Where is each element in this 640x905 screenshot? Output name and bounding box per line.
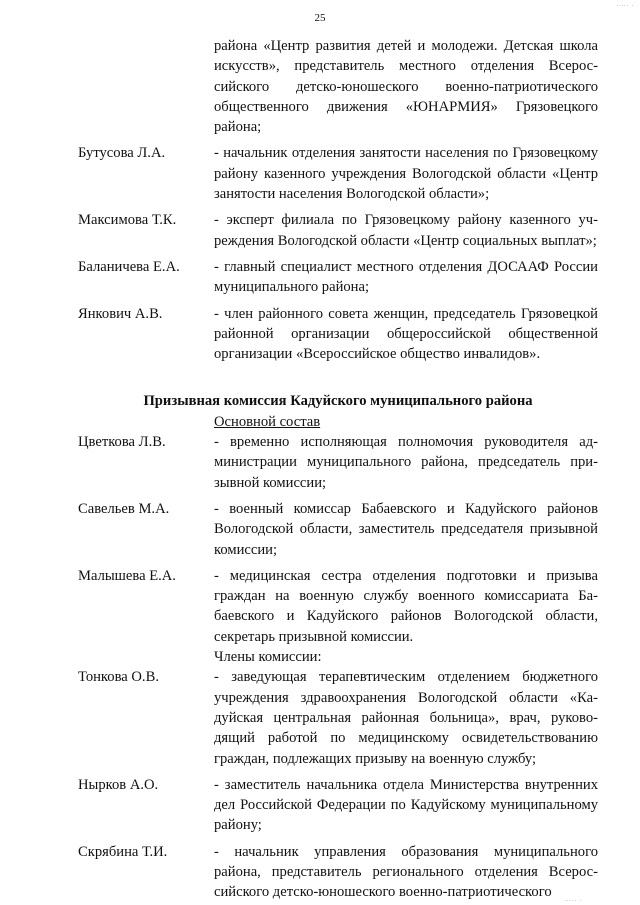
member-name: Янкович А.В. (78, 305, 163, 322)
member-description: - военный комиссар Бабаевского и Кадуйского районов Вологодской области, заместитель председателя призывной комиссии; (214, 500, 598, 558)
intro-text: районa «Центр развития детей и молодежи. Детская школа искусств», представитель местного отделения Всероссийского детско-юношеского военно-патриотического общественного движения «ЮНАРМИЯ» Грязовецкого района; (214, 38, 598, 136)
intro-name-spacer (78, 36, 214, 137)
main-composition-label (78, 412, 598, 432)
section-heading: Призывная комиссия Кадуйского муниципального района (143, 393, 533, 410)
corner-scan-mark-bottom: ..... . (564, 897, 582, 903)
member-name: Баланичева Е.А. (78, 258, 180, 275)
member-entry (78, 499, 598, 560)
member-entry (78, 257, 598, 298)
member-name: Тонкова О.В. (78, 669, 159, 686)
member-description: - главный специалист местного отделения ДОСААФ России муниципального района; (214, 258, 598, 296)
member-description: - начальник управления образования муниципального района, представитель регионального отделения Всероссийского детско-юношеского военно-патриотического (214, 843, 598, 901)
member-description: - эксперт филиала по Грязовецкому району казенного учреждения Вологодской области «Центр социальных выплат»; (214, 212, 598, 249)
member-description: - член районного совета женщин, председатель Грязовецкой районной организации общероссийской общественной организации «Всероссийское общество инвалидов». (214, 305, 598, 363)
grazovets-member-list (78, 143, 598, 364)
member-entry (78, 775, 598, 836)
member-name: Цветкова Л.В. (78, 434, 166, 451)
member-entry (78, 667, 598, 768)
page-number: 25 (314, 12, 326, 24)
member-name: Бутусова Л.А. (78, 145, 166, 162)
kaduy-member-list (78, 667, 598, 902)
member-name: Нырков А.О. (78, 776, 159, 793)
member-name: Максимова Т.К. (78, 212, 177, 229)
member-description: - временно исполняющая полномочия руководителя администрации муниципального района, председатель призывной комиссии; (214, 434, 598, 491)
intro-entry (78, 36, 598, 137)
member-entry (78, 210, 598, 251)
main-composition-text: Основной состав (214, 413, 321, 430)
member-name: Малышева Е.А. (78, 567, 176, 584)
document-body (78, 36, 598, 903)
kaduy-main-list (78, 432, 598, 647)
members-label: Члены комиссии: (214, 649, 322, 666)
member-entry (78, 143, 598, 204)
member-entry (78, 566, 598, 647)
member-description: - медицинская сестра отделения подготовки и призыва граждан на военную службу военного комиссариата Бабаевского и Кадуйского районов Вологодской области, секретарь призывной комиссии. (214, 567, 598, 645)
member-description: - заместитель начальника отдела Министерства внутренних дел Российской Федерации по Кадуйскому муниципальному району; (214, 776, 598, 834)
corner-scan-mark-top: ..... . (616, 2, 634, 8)
member-entry (78, 842, 598, 903)
member-name: Савельев М.А. (78, 500, 170, 517)
member-entry (78, 432, 598, 493)
member-entry (78, 304, 598, 365)
member-description: - заведующая терапевтическим отделением бюджетного учреждения здравоохранения Вологодской области «Кадуйская центральная районная больница», врач, руководящий работой по медицинскому освидетельствованию граждан, подлежащих призыву на военную службу; (214, 669, 598, 767)
member-name: Скрябина Т.И. (78, 843, 168, 860)
member-description: - начальник отделения занятости населения по Грязовецкому району казенного учреждения Вологодской области «Центр занятости населения Вологодской области»; (214, 145, 598, 203)
